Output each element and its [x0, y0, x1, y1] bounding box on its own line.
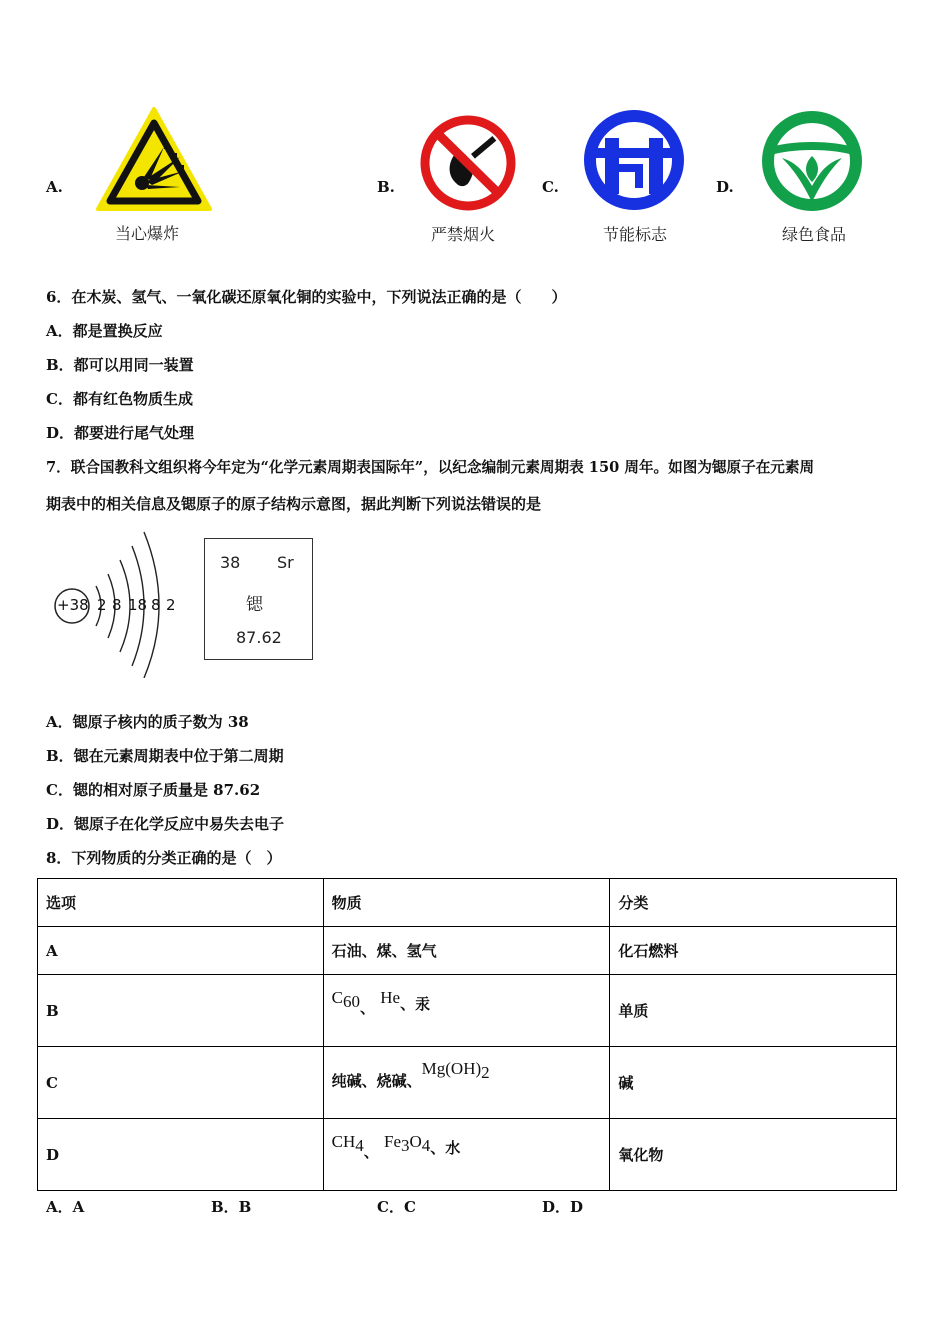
q7-option-a: A．锶原子核内的质子数为 38: [46, 713, 249, 731]
q7-stem-line1: 7．联合国教科文组织将今年定为“化学元素周期表国际年”，以纪念编制元素周期表 150 周年。如图为锶原子在元素周: [46, 459, 815, 476]
element-mass: 87.62: [236, 628, 282, 647]
q6-option-c: C．都有红色物质生成: [46, 390, 193, 408]
table-row: [38, 927, 897, 975]
q7-stem-line2: 期表中的相关信息及锶原子的原子结构示意图，据此判断下列说法错误的是: [46, 495, 542, 513]
atom-shell-2: 8: [112, 596, 122, 614]
row-d-option: D: [38, 1119, 324, 1191]
row-c-substance: 纯碱、烧碱、$Mg(OH)_2$: [323, 1047, 610, 1119]
row-a-substance: 石油、煤、氢气: [323, 927, 610, 975]
table-row: [38, 975, 897, 1047]
classification-table: [37, 878, 897, 1191]
element-symbol: Sr: [277, 553, 294, 572]
q8-answer-c: C．C: [377, 1198, 416, 1216]
q8-answer-a: A．A: [46, 1198, 85, 1216]
q5-option-b-caption: 严禁烟火: [431, 225, 496, 244]
atom-shell-1: 2: [97, 596, 107, 614]
row-c-category: 碱: [610, 1047, 897, 1119]
element-name: 锶: [246, 595, 263, 615]
q5-option-c-caption: 节能标志: [603, 225, 668, 244]
atom-structure-diagram: [48, 528, 188, 678]
q7-option-b: B．锶在元素周期表中位于第二周期: [46, 747, 284, 765]
q5-option-a-label: A.: [46, 178, 63, 196]
q5-option-a-caption: 当心爆炸: [115, 224, 180, 243]
q7-option-d: D．锶原子在化学反应中易失去电子: [46, 815, 285, 833]
atom-shell-5: 2: [166, 596, 176, 614]
table-row: [38, 1047, 897, 1119]
green-food-icon: [760, 110, 864, 212]
table-row: [38, 1119, 897, 1191]
table-header-row: [38, 879, 897, 927]
row-b-option: B: [38, 975, 324, 1047]
atom-shell-4: 8: [151, 596, 161, 614]
q8-answer-d: D．D: [542, 1198, 584, 1216]
q5-option-c-label: C.: [542, 178, 559, 196]
element-number: 38: [220, 553, 241, 572]
row-b-substance: $C_{60}$、 He、汞: [323, 975, 610, 1047]
header-option: 选项: [38, 879, 324, 927]
q8-stem: 8．下列物质的分类正确的是（ ）: [46, 849, 282, 867]
q5-option-b-label: B.: [377, 178, 395, 196]
no-fire-icon: [419, 114, 517, 212]
element-cell: [204, 538, 313, 660]
header-category: 分类: [610, 879, 897, 927]
q6-stem: 6．在木炭、氢气、一氧化碳还原氧化铜的实验中，下列说法正确的是（ ）: [46, 288, 567, 306]
explosion-warning-icon: [94, 105, 214, 213]
row-d-substance: $CH_4$、 $Fe_3O_4$、水: [323, 1119, 610, 1191]
atom-shell-3: 18: [128, 596, 148, 614]
row-b-category: 单质: [610, 975, 897, 1047]
energy-saving-icon: [583, 108, 685, 212]
row-d-category: 氧化物: [610, 1119, 897, 1191]
q5-option-d-caption: 绿色食品: [782, 225, 847, 244]
q8-answer-b: B．B: [211, 1198, 252, 1216]
row-c-option: C: [38, 1047, 324, 1119]
q6-option-a: A．都是置换反应: [46, 322, 163, 340]
q6-option-d: D．都要进行尾气处理: [46, 424, 195, 442]
q5-option-d-label: D.: [716, 178, 734, 196]
row-a-option: A: [38, 927, 324, 975]
q7-option-c: C．锶的相对原子质量是 87.62: [46, 781, 261, 799]
header-substance: 物质: [323, 879, 610, 927]
row-a-category: 化石燃料: [610, 927, 897, 975]
q6-option-b: B．都可以用同一装置: [46, 356, 194, 374]
atom-nucleus: +38: [57, 596, 89, 614]
